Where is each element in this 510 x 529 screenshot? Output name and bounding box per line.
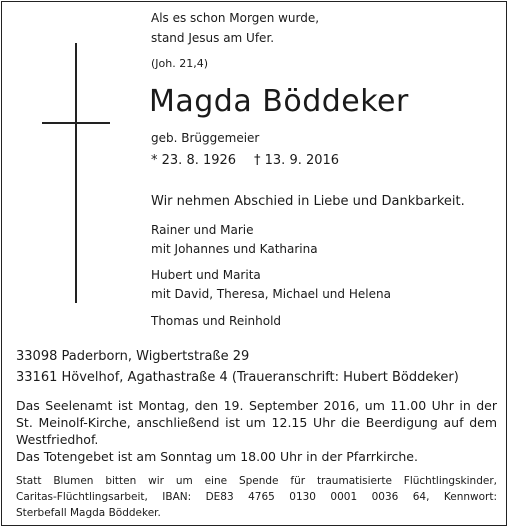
prayer-notice xyxy=(16,448,497,465)
donation-notice xyxy=(16,473,497,521)
address-line-2: 33161 Hövelhof, Agathastraße 4 (Traueranschrift: Hubert Böddeker) xyxy=(16,370,459,385)
donation-line-3: Sterbefall Magda Böddeker. xyxy=(16,507,161,519)
donation-line-1: Statt Blumen bitten wir um eine Spende für traumatisierte Flüchtlingskinder, xyxy=(16,475,497,487)
quote-reference: (Joh. 21,4) xyxy=(151,57,209,70)
farewell-text: Wir nehmen Abschied in Liebe und Dankbarkeit. xyxy=(151,194,465,209)
quote-line-1: Als es schon Morgen wurde, xyxy=(151,11,320,25)
family-group-1-line-1: Rainer und Marie xyxy=(151,223,254,237)
address-line-1: 33098 Paderborn, Wigbertstraße 29 xyxy=(16,349,250,364)
prayer-line: Das Totengebet ist am Sonntag um 18.00 Uhr in der Pfarrkirche. xyxy=(16,449,418,464)
family-group-3: Thomas und Reinhold xyxy=(151,314,282,328)
family-group-2-line-1: Hubert und Marita xyxy=(151,268,261,282)
requiem-line-3: Westfriedhof. xyxy=(16,432,99,447)
requiem-notice xyxy=(16,397,497,448)
requiem-line-1: Das Seelenamt ist Montag, den 19. September 2016, um 11.00 Uhr in der xyxy=(16,398,497,413)
death-date: † 13. 9. 2016 xyxy=(254,153,340,168)
birth-date: * 23. 8. 1926 xyxy=(151,153,237,168)
family-group-2-line-2: mit David, Theresa, Michael und Helena xyxy=(151,287,391,301)
requiem-line-2: St. Meinolf-Kirche, anschließend ist um 12.15 Uhr die Beerdigung auf dem xyxy=(16,415,497,430)
birth-name: geb. Brüggemeier xyxy=(151,131,260,145)
quote-line-2: stand Jesus am Ufer. xyxy=(151,31,275,45)
family-group-1-line-2: mit Johannes und Katharina xyxy=(151,242,318,256)
deceased-name: Magda Böddeker xyxy=(149,84,409,119)
donation-line-2: Caritas-Flüchtlingsarbeit, IBAN: DE83 4765 0130 0001 0036 64, Kennwort: xyxy=(16,491,497,503)
